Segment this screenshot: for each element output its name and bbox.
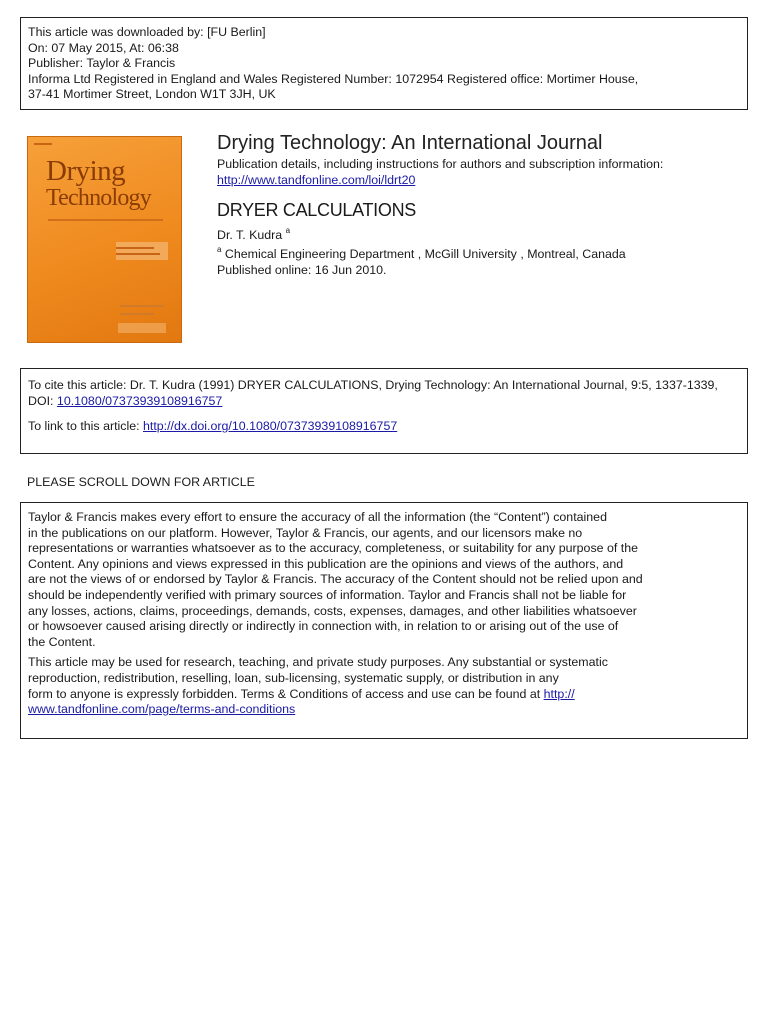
disclaimer-line: any losses, actions, claims, proceedings, demands, costs, expenses, damages, and other liabilities whatsoever [28, 603, 637, 618]
disclaimer-line: or howsoever caused arising directly or indirectly in connection with, in relation to or arising out of the use of [28, 619, 619, 634]
download-info-line: 37-41 Mortimer Street, London W1T 3JH, UK [28, 87, 276, 102]
terms-link-part2[interactable]: www.tandfonline.com/page/terms-and-conditions [28, 702, 296, 717]
link-label: To link to this article: [28, 419, 143, 434]
affiliation [217, 247, 626, 263]
disclaimer-line [28, 702, 740, 718]
scroll-down-note: PLEASE SCROLL DOWN FOR ARTICLE [27, 475, 255, 489]
cover-decor [116, 242, 168, 260]
cover-decor [120, 305, 164, 307]
citation-box [20, 368, 748, 454]
citation-link-line [28, 419, 740, 435]
disclaimer-paragraph-1 [28, 510, 740, 650]
doi-link[interactable]: 10.1080/07373939108916757 [56, 393, 223, 408]
download-info-line: This article was downloaded by: [FU Berlin] [28, 25, 266, 39]
author-superscript: a [285, 226, 291, 235]
download-info-line: On: 07 May 2015, At: 06:38 [28, 40, 179, 55]
disclaimer-line: representations or warranties whatsoever as to the accuracy, completeness, or suitability for any purpose of the [28, 541, 638, 556]
download-info-line: Publisher: Taylor & Francis [28, 56, 176, 71]
author-name: Dr. T. Kudra [217, 228, 283, 242]
disclaimer-paragraph-2 [28, 655, 740, 717]
disclaimer-line: should be independently verified with primary sources of information. Taylor and Francis shall not be liable for [28, 587, 627, 602]
disclaimer-line: This article may be used for research, teaching, and private study purposes. Any substantial or systematic [28, 655, 608, 670]
citation-doi [28, 394, 740, 410]
download-info-line: Informa Ltd Registered in England and Wales Registered Number: 1072954 Registered office: Mortimer House, [28, 71, 639, 86]
publication-details: Publication details, including instructions for authors and subscription information: [217, 157, 664, 171]
journal-url-link[interactable] [217, 173, 415, 189]
article-doi-url-link[interactable]: http://dx.doi.org/10.1080/07373939108916757 [143, 419, 398, 434]
journal-url[interactable]: http://www.tandfonline.com/loi/ldrt20 [217, 173, 416, 187]
published-date: Published online: 16 Jun 2010. [217, 263, 387, 277]
terms-text: form to anyone is expressly forbidden. Terms & Conditions of access and use can be found at [28, 686, 544, 701]
cover-title-word2: Technology [46, 185, 151, 211]
citation-text: To cite this article: Dr. T. Kudra (1991) DRYER CALCULATIONS, Drying Technology: An International Journal, 9:5, 1337-1339, [28, 378, 718, 392]
doi-label: DOI: [28, 393, 57, 408]
disclaimer-line: are not the views of or endorsed by Taylor & Francis. The accuracy of the Content should not be relied upon and [28, 572, 643, 587]
terms-link-part1[interactable]: http:// [543, 686, 575, 701]
disclaimer-line [28, 687, 740, 703]
cover-decor [118, 323, 166, 333]
cover-decor [48, 219, 163, 221]
disclaimer-line: Content. Any opinions and views expressed in this publication are the opinions and views of the authors, and [28, 556, 624, 571]
disclaimer-line: Taylor & Francis makes every effort to ensure the accuracy of all the information (the “Content”) contained [28, 510, 607, 524]
journal-cover-image [27, 136, 182, 343]
disclaimer-box [20, 502, 748, 739]
affiliation-superscript: a [217, 245, 222, 254]
disclaimer-line: the Content. [28, 634, 96, 649]
cover-title-word1: Drying [46, 155, 126, 187]
cover-decor [120, 313, 154, 315]
disclaimer-line: reproduction, redistribution, reselling, loan, sub-licensing, systematic supply, or distribution in any [28, 670, 559, 685]
cover-decor [34, 143, 52, 145]
cover-decor [116, 247, 154, 249]
author [217, 228, 290, 244]
affiliation-text: Chemical Engineering Department , McGill University , Montreal, Canada [224, 247, 626, 261]
journal-title: Drying Technology: An International Journal [217, 132, 603, 154]
disclaimer-line: in the publications on our platform. However, Taylor & Francis, our agents, and our licensors make no [28, 525, 583, 540]
download-info-box [20, 17, 748, 110]
cover-decor [116, 253, 160, 255]
article-title: DRYER CALCULATIONS [217, 200, 416, 220]
